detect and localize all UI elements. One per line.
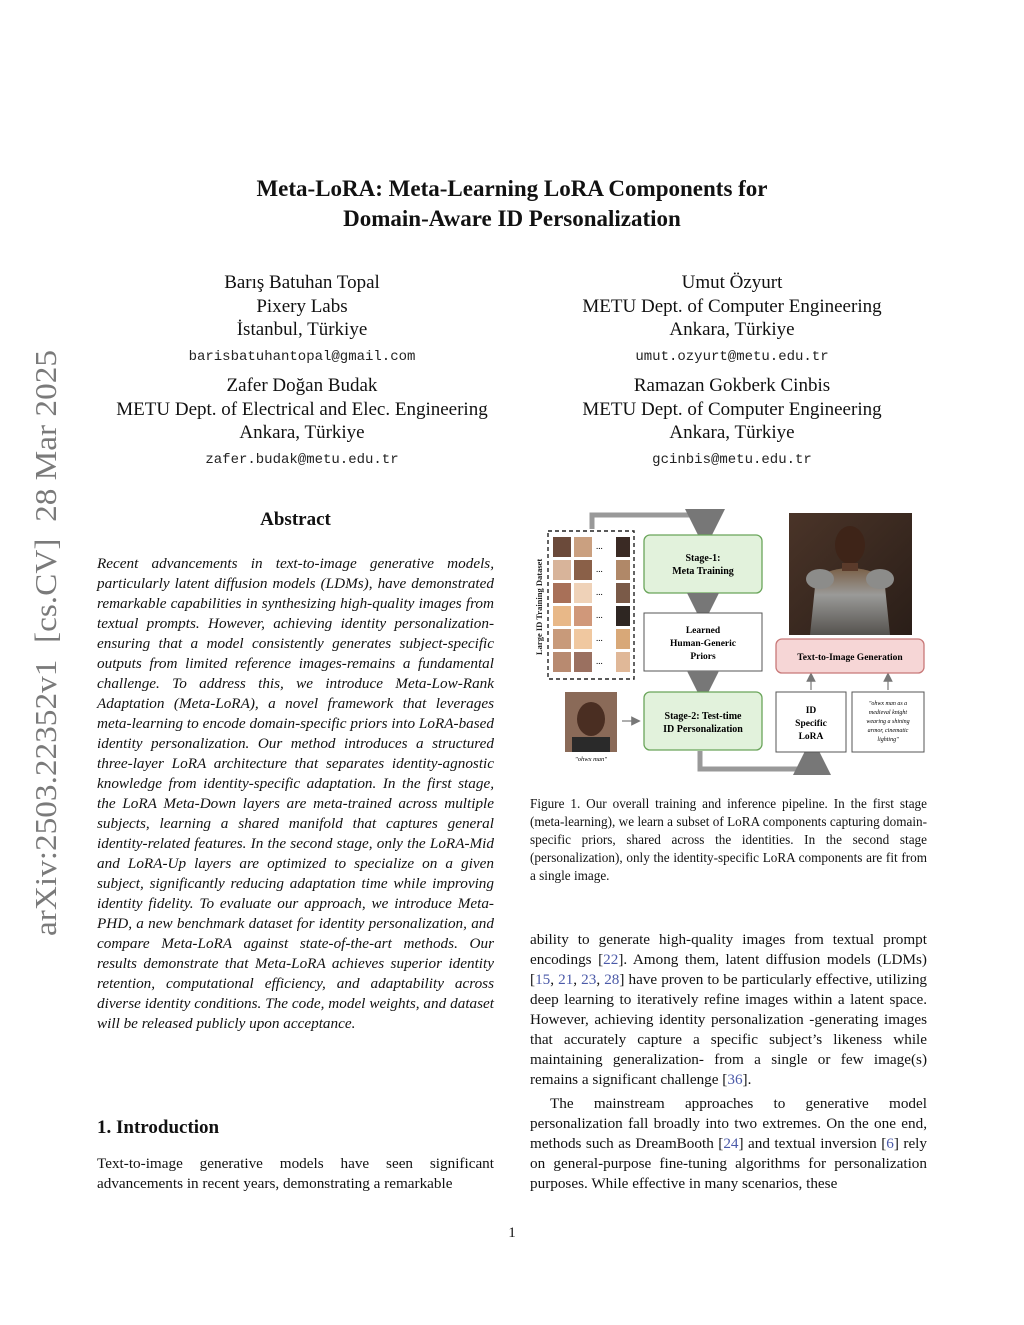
author-name: Umut Özyurt bbox=[681, 272, 783, 293]
right-column-paragraph-2 bbox=[530, 1094, 927, 1194]
input-caption: "ohwx man" bbox=[575, 756, 607, 763]
citation-link[interactable]: 15 bbox=[535, 971, 551, 988]
author-name: Zafer Doğan Budak bbox=[226, 375, 378, 396]
arrow-stage2-to-lora bbox=[700, 751, 812, 769]
priors-label-2: Human-Generic bbox=[670, 639, 736, 649]
arxiv-stamp-text: arXiv:2503.22352v1 [cs.CV] 28 Mar 2025 bbox=[28, 390, 63, 936]
author-email[interactable]: umut.ozyurt@metu.edu.tr bbox=[635, 348, 829, 365]
author-location: Ankara, Türkiye bbox=[669, 422, 795, 443]
right-column-paragraph-1: ability to generate high-quality images from textual prompt encodings [22]. Among them, latent diffusion models (LDMs) [15, 21, 23, 28] have proven to be particularly effective, utilizing deep learning to iteratively refine images within a latent space. However, achieving identity personalization -generating images that accurately capture a specific subject’s likeness while maintaining generalization- from a single or few image(s) remains a significant challenge [36]. bbox=[530, 931, 928, 1088]
citation-link[interactable]: 6 bbox=[886, 1135, 894, 1152]
author-location: Ankara, Türkiye bbox=[669, 319, 795, 340]
author-affiliation: METU Dept. of Electrical and Elec. Engineering bbox=[116, 398, 488, 420]
author-block bbox=[150, 271, 454, 369]
citation-link[interactable]: 21 bbox=[558, 971, 574, 988]
text: ]. Among them, latent diffusion models (LDMs) [ bbox=[530, 951, 927, 988]
arxiv-stamp bbox=[20, 348, 68, 938]
author-email[interactable]: zafer.budak@metu.edu.tr bbox=[205, 451, 399, 468]
author-block bbox=[560, 271, 904, 369]
author-block bbox=[96, 374, 508, 472]
author-name: Barış Batuhan Topal bbox=[224, 272, 380, 293]
stage2-label-1: Stage-2: Test-time bbox=[664, 711, 742, 722]
author-affiliation: Pixery Labs bbox=[256, 295, 348, 317]
figure-caption: Figure 1. Our overall training and inference pipeline. In the first stage (meta-learning), we learn a subset of LoRA components capturing domain-specific priors, shared across the identities. In the second stage (personalization), only the identity-specific LoRA components are fit from a single image. bbox=[530, 796, 927, 883]
text: ]. bbox=[742, 1071, 752, 1088]
ellipsis: ... bbox=[596, 656, 603, 666]
page-number: 1 bbox=[508, 1225, 516, 1241]
prompt-line: armor, cinematic bbox=[867, 728, 909, 734]
author-location: Ankara, Türkiye bbox=[239, 422, 365, 443]
abstract-body: Recent advancements in text-to-image generative models, particularly latent diffusion models (LDMs), have demonstrated remarkable capabilities in synthesizing high-quality images from textual prompts. However, achieving identity personalization-ensuring that a model consistently generates subject-specific outputs from limited reference images-remains a fundamental challenge. To address this, we introduce Meta-Low-Rank Adaptation (Meta-LoRA), a novel framework that leverages meta-learning to encode domain-specific priors into LoRA-based identity personalization. Our method introduces a structured three-layer LoRA architecture that separates identity-agnostic knowledge from identity-specific adaptation. In the first stage, the LoRA Meta-Down layers are meta-trained across multiple subjects, learning a shared manifold that captures general identity-related features. In the second stage, only the LoRA-Mid and LoRA-Up layers are optimized to specialize on a given subject, significantly reducing adaptation time while improving identity fidelity. To evaluate our approach, we introduce Meta-PHD, a new benchmark dataset for identity personalization, and compare Meta-LoRA against state-of-the-art methods. Our results demonstrate that Meta-LoRA achieves superior identity retention, computational efficiency, and adaptability across diverse identity conditions. The code, model weights, and dataset will be released publicly upon acceptance. bbox=[97, 555, 494, 1032]
dataset-label: Large ID Training Dataset bbox=[534, 558, 544, 655]
ellipsis: ... bbox=[596, 564, 603, 574]
title-line-1: Meta-LoRA: Meta-Learning LoRA Components for bbox=[256, 176, 768, 201]
prompt-line: "ohwx man as a bbox=[868, 701, 908, 707]
title-line-2: Domain-Aware ID Personalization bbox=[343, 206, 681, 231]
abstract-heading: Abstract bbox=[260, 509, 331, 530]
ellipsis: ... bbox=[596, 633, 603, 643]
stage1-label-1: Stage-1: bbox=[685, 553, 721, 564]
citation-link[interactable]: 24 bbox=[723, 1135, 739, 1152]
author-affiliation: METU Dept. of Computer Engineering bbox=[582, 295, 882, 317]
introduction-heading: 1. Introduction bbox=[97, 1117, 220, 1138]
author-email[interactable]: barisbatuhantopal@gmail.com bbox=[188, 348, 416, 365]
text: ] rely on general-purpose fine-tuning algorithms for personalization purposes. While effective in many scenarios, these bbox=[530, 1135, 927, 1192]
ellipsis: ... bbox=[596, 541, 603, 551]
author-email[interactable]: gcinbis@metu.edu.tr bbox=[652, 451, 812, 468]
t2i-label: Text-to-Image Generation bbox=[797, 653, 903, 663]
author-name: Ramazan Gokberk Cinbis bbox=[633, 375, 831, 396]
citation-link[interactable]: 28 bbox=[604, 971, 620, 988]
stage1-label-2: Meta Training bbox=[672, 566, 734, 577]
dataset-face-grid bbox=[553, 537, 630, 672]
text: The mainstream approaches to generative model personalization fall broadly into two extremes. On the one end, methods such as DreamBooth [ bbox=[530, 1095, 927, 1152]
author-block bbox=[560, 374, 904, 472]
prompt-line: wearing a shining bbox=[866, 719, 910, 725]
ellipsis: ... bbox=[596, 587, 603, 597]
stage2-label-2: ID Personalization bbox=[663, 724, 743, 735]
id-lora-label-1: ID bbox=[805, 706, 817, 716]
figure-pipeline bbox=[530, 507, 930, 775]
author-location: İstanbul, Türkiye bbox=[236, 319, 368, 340]
prompt-line: medieval knight bbox=[868, 710, 908, 716]
priors-label-3: Priors bbox=[690, 652, 716, 662]
id-lora-label-2: Specific bbox=[795, 719, 827, 729]
paper-title bbox=[180, 174, 844, 234]
output-knight-image bbox=[789, 513, 912, 635]
ellipsis: ... bbox=[596, 610, 603, 620]
text: ] have proven to be particularly effective, utilizing deep learning to iteratively refine images within a latent space. However, achieving identity personalization -generating images that accurately capture a specific subject’s likeness while maintaining generalization- from a single or few image(s) remains a significant challenge [ bbox=[530, 971, 928, 1088]
text: ] and textual inversion [ bbox=[738, 1135, 887, 1152]
introduction-body: Text-to-image generative models have seen significant advancements in recent years, demonstrating a remarkable bbox=[97, 1155, 494, 1192]
priors-label-1: Learned bbox=[685, 626, 721, 636]
citation-link[interactable]: 23 bbox=[581, 971, 597, 988]
text: ability to generate high-quality images from textual prompt encodings [ bbox=[530, 931, 927, 968]
stage1-box bbox=[644, 535, 762, 593]
input-portrait bbox=[565, 692, 617, 752]
prompt-line: lighting" bbox=[877, 737, 899, 743]
author-affiliation: METU Dept. of Computer Engineering bbox=[582, 398, 882, 420]
citation-link[interactable]: 36 bbox=[727, 1071, 743, 1088]
arrow-dataset-to-stage1 bbox=[592, 515, 705, 529]
id-lora-label-3: LoRA bbox=[798, 732, 824, 742]
citation-link[interactable]: 22 bbox=[603, 951, 619, 968]
